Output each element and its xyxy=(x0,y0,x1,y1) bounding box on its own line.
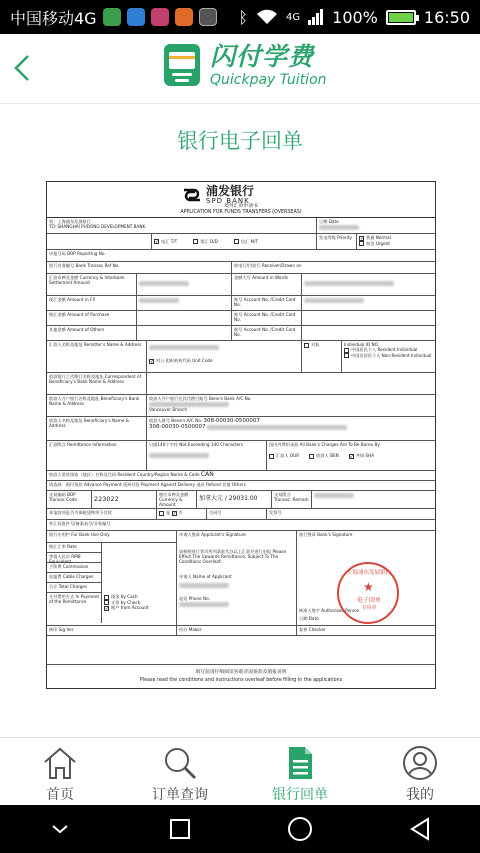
clock: 16:50 xyxy=(423,7,470,27)
receipt-header xyxy=(47,182,435,218)
app-notification-icon xyxy=(151,8,169,26)
tab-home-label: 首页 xyxy=(46,787,74,803)
nonresident-option: 中国非居民个人 Non-Resident Individual xyxy=(351,352,432,358)
bene-bank-label: 收款人开户银行名称及地址 Beneficiary's Bank Name & Address xyxy=(47,395,147,416)
carrier-label: 中国移动4G xyxy=(10,8,97,28)
currency-label: 汇款币种及金额 Currency & Interbank Settlement Amount xyxy=(47,274,137,295)
country-label: 收款人常驻国家（地区）名称及代码 Resident Country/Region Name & Code xyxy=(49,472,200,477)
search-icon xyxy=(161,744,199,782)
commission-label: 手续费 Commission xyxy=(47,563,102,573)
tuition-logo-icon xyxy=(162,42,202,88)
bank-name-en: SPD BANK xyxy=(206,197,250,205)
priority-urgent: 加急 Urgent xyxy=(366,240,390,246)
stamp-bank-name: 上海浦东发展银行 xyxy=(346,570,391,576)
tab-bank-receipt-label: 银行回单 xyxy=(272,787,328,803)
bonded-yes: 是 xyxy=(166,510,171,515)
amount-others-label: 其他金额 Amount of Others xyxy=(47,326,137,340)
amount-fx-label: 现汇金额 Amount in FX xyxy=(47,296,137,310)
spd-bank-logo xyxy=(182,185,254,205)
transfer-type-mt: 信汇 M/T xyxy=(240,238,259,244)
contract-label: 合同号 xyxy=(207,509,267,519)
form-title-cn: 境外汇款申请书 xyxy=(224,204,258,209)
footer-note-en: Please read the conditions and instructions overleaf before filling in the applications xyxy=(139,678,343,683)
triangle-back-icon xyxy=(409,817,431,841)
network-type-label: 4G xyxy=(286,11,301,23)
charges-our: 汇款人 OUR xyxy=(276,453,300,458)
bank-use-label: 银行专用栏 For Bank Use Only xyxy=(47,531,176,543)
individual-id-label: Individual ID NO. xyxy=(344,342,380,347)
txn-amount-value: 加拿大元 / 29031.00 xyxy=(197,491,272,508)
to-bank-cn: 致：上海浦东发展银行 xyxy=(49,219,91,224)
rmb-equivalent-label: 等值人民币 RMB Equivalent xyxy=(47,553,102,563)
bonded-label: 本笔款项是否为保税货物项下付款 xyxy=(47,509,157,519)
priority-label: 发电等级 Priority xyxy=(317,234,357,249)
hide-nav-button[interactable] xyxy=(30,811,90,847)
amount-words-label: 金额大写 Amount in Words xyxy=(232,274,302,295)
spd-bank-symbol-icon xyxy=(182,187,202,203)
signal-icon xyxy=(308,9,324,25)
home-icon xyxy=(41,744,79,782)
bank-official-stamp xyxy=(337,562,399,624)
page-title: 银行电子回单 xyxy=(177,129,303,153)
user-icon xyxy=(401,744,439,782)
auth-date-label: 日期 Date xyxy=(299,616,319,621)
message-notification-icon xyxy=(127,8,145,26)
bank-receipt-document[interactable] xyxy=(46,181,436,689)
form-title-en: APPLICATION FOR FUNDS TRANSFERS (OVERSEAS) xyxy=(180,210,302,215)
app-logo xyxy=(162,42,327,88)
bene-name-label: 收款人名称及地址 Beneficiary's Name & Address xyxy=(47,417,147,440)
bank-sig-label: 银行签章 Bank's Signature xyxy=(299,532,353,537)
recent-apps-button[interactable] xyxy=(150,811,210,847)
resident-option: 中国居民个人 Resident Individual xyxy=(351,347,418,352)
tab-mine[interactable] xyxy=(360,738,480,805)
image-notification-icon xyxy=(199,8,217,26)
payment-type-label: 请选择：预付货款 Advance Payment 货到付款 Payment Against Delivery 退款 Refund 其他 Others xyxy=(49,482,246,487)
payment-methods-label: 支付费用方式 In Payment of the Remittance xyxy=(47,593,102,623)
bank-name-cn: 浦发银行 xyxy=(206,184,255,198)
pay-by-cash: 现金 by Cash xyxy=(111,594,138,599)
txn-remark-label: 交易附言 Transac. Remark xyxy=(272,491,312,508)
individual-label: 对私 xyxy=(311,342,320,347)
system-back-button[interactable] xyxy=(390,811,450,847)
cable-charges-label: 电报费 Cable Charges xyxy=(47,573,102,583)
remit-info-label: 汇款附言 Remittance Information xyxy=(47,441,147,470)
tab-bank-receipt[interactable] xyxy=(240,738,360,805)
date-label: 日期 Date xyxy=(319,219,339,224)
app2-notification-icon xyxy=(175,8,193,26)
applicant-name-label: 申请人 Name of Applicant xyxy=(179,574,232,579)
charges-sha: 共同 SHA xyxy=(355,453,375,458)
logo-subtitle: Quickpay Tuition xyxy=(210,72,327,88)
status-bar xyxy=(0,0,480,34)
bottom-tab-bar xyxy=(0,737,480,805)
receiver-label: 收电行/付款行 Receiver/Drawn on xyxy=(234,263,302,268)
stamp-sub-text: 专用章 xyxy=(361,605,377,611)
bluetooth-icon: ᛒ xyxy=(238,7,249,27)
bene-bank-acct-label: 收款人开户银行在其代理行账号 Bene's Bank A/C No. xyxy=(149,396,252,401)
priority-normal: 普通 Normal xyxy=(366,235,391,240)
bop-ref-label: 申报号码 BOP Reporting No. xyxy=(49,251,106,256)
bene-acct-value: 308-00030-0500007 xyxy=(203,418,260,424)
tab-mine-label: 我的 xyxy=(406,787,434,803)
home-button[interactable] xyxy=(270,811,330,847)
tab-order-search-label: 订单查询 xyxy=(152,787,208,803)
txn-code-value: 223022 xyxy=(92,491,157,508)
transfer-type-tt: 电汇 T/T xyxy=(161,238,178,244)
wifi-icon xyxy=(256,9,278,25)
stamp-center-text: 电子回单 xyxy=(356,597,381,604)
charges-label: 国内外费用承担 All Bank's Charges Are To Be Borne By xyxy=(269,442,380,447)
maker-label: 经办 Maker xyxy=(177,626,297,635)
phone-label: 电话 Phone No. xyxy=(179,596,210,601)
txn-currency-label: 相应币种及金额 Currency & Amount xyxy=(157,491,197,508)
remitter-label: 汇款人名称及地址 Remitter's Name & Address xyxy=(47,341,147,372)
battery-percent: 100% xyxy=(332,7,378,27)
back-arrow-icon[interactable] xyxy=(10,48,38,88)
bene-branch: Vancouver Branch xyxy=(149,406,188,412)
battery-icon xyxy=(386,10,416,25)
amount-purchase-label: 购汇金额 Amount of Purchase xyxy=(47,311,137,325)
transfer-type-dd: 票汇 D/D xyxy=(200,238,218,244)
square-icon xyxy=(169,818,191,840)
system-nav-bar xyxy=(0,805,480,853)
pay-by-check: 支票 by Check xyxy=(111,599,141,605)
bene-acct-value-2: 308-00030-0500007 xyxy=(149,424,206,430)
invoice-label: 发票号 xyxy=(269,510,282,515)
txn-code-label: 交易编码 BOP Transac.Code xyxy=(47,491,92,508)
chevron-down-icon xyxy=(51,823,69,835)
checker-label: 复核 Checker xyxy=(299,627,326,632)
account-no-label-3: 账号 Account No. /Credit Card No. xyxy=(232,326,302,340)
account-no-label-2: 账号 Account No. /Credit Card No. xyxy=(232,311,302,325)
tab-home[interactable] xyxy=(0,738,120,805)
circle-icon xyxy=(287,816,313,842)
bank-txn-label: 银行业务编号 Bank Transac.Ref No. xyxy=(47,262,232,273)
wechat-notification-icon xyxy=(103,8,121,26)
account-no-label-1: 账号 Account No. /Credit Card No. xyxy=(232,296,302,310)
org-code-label: 对公 组织机构代码 Unit Code xyxy=(156,358,213,363)
logo-title: 闪付学费 xyxy=(210,42,315,71)
applicant-note: 请按照贵行背页所列条款代办以上汇款并进行申报 Please Effect The Upwards Remittance, Subject To The Conditions Overleaf: xyxy=(179,549,287,564)
document-icon xyxy=(281,744,319,782)
sig-verify-label: 核印 Sig.Ver. xyxy=(47,626,177,635)
applicant-sig-label: 申请人签章 Applicant's Signature xyxy=(179,532,246,537)
pay-from-account: 账户 from Account xyxy=(111,605,149,610)
remit-info-note: 只限140个字符 Not Exceeding 140 Characters xyxy=(149,442,244,447)
foreign-reg-label: 外汇局批件号/备案表号/业务编号 xyxy=(49,521,111,526)
auth-person-label: 核准人签字 Authorized Person xyxy=(299,608,360,613)
corr-bank-label: 收款银行之代理行名称及地址 Correspondent of Beneficiary's Bank Name & Address xyxy=(47,373,147,394)
stamp-star-icon: ★ xyxy=(363,580,374,594)
charges-ben: 收款人 BEN xyxy=(316,453,339,458)
country-code: CAN xyxy=(200,471,214,478)
app-header xyxy=(0,34,480,104)
receipt-footer xyxy=(47,664,435,688)
bene-acct-label: 收款人账号 Bene's A/C No. xyxy=(149,418,203,423)
bonded-no: 否 xyxy=(178,510,183,515)
total-charges-label: 合计 Total Charges xyxy=(47,583,102,593)
tab-order-search[interactable] xyxy=(120,738,240,805)
footer-note-cn: 填写前请仔细阅读各联背面条款及填报说明 xyxy=(195,670,287,675)
rate-label: 购汇汇率 Rate xyxy=(47,543,102,553)
to-bank-en: TO: SHANGHAI PUDONG DEVELOPMENT BANK xyxy=(49,224,146,229)
